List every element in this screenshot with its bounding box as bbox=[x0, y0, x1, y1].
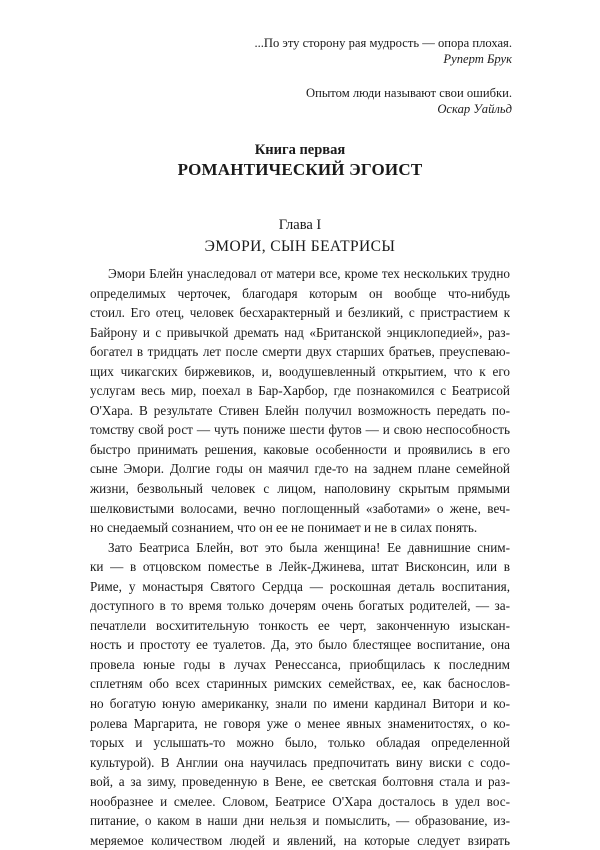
text-line: но снедаемый сознанием, что он ее не понимает и не в силах понять. bbox=[90, 520, 478, 536]
text-line: щих чикагских биржевиков, и, воодушевленный открытием, что к его bbox=[90, 363, 510, 379]
text-line: печатлели восхитительную тонкость ее черт, законченную изыскан- bbox=[90, 617, 510, 633]
text-line: томству свой рост — чуть пониже шести футов — и свою неспособность bbox=[90, 422, 510, 438]
text-line: Зато Беатриса Блейн, вот это была женщина! Ее давнишние сним- bbox=[108, 539, 510, 555]
chapter-title: ЭМОРИ, СЫН БЕАТРИСЫ bbox=[204, 238, 396, 255]
text-line: ролева Маргарита, не говоря уже о менее явных знаменитостях, о ко- bbox=[90, 715, 510, 731]
text-line: Байрону и с привычкой дремать над «Британской энциклопедией», раз- bbox=[90, 324, 510, 340]
text-line: меряемое количеством людей и явлений, на которые следует взирать bbox=[90, 832, 510, 848]
text-line: шелковистыми волосами, вечно поглощенный «заботами» о жене, веч- bbox=[90, 500, 510, 516]
book-label: Книга первая bbox=[254, 142, 346, 158]
text-line: торых и услышать-то можно было, только обладая определенной bbox=[90, 735, 510, 751]
epigraph-1 bbox=[254, 35, 512, 67]
text-line: услугам весь мир, поехал в Бар-Харбор, где познакомился с Беатрисой bbox=[90, 383, 510, 399]
text-line: богател в тридцать лет после смерти двух старших братьев, преуспеваю- bbox=[90, 344, 510, 360]
epigraph-2 bbox=[306, 85, 512, 117]
text-line: жизни, безвольный человек с лицом, наполовину скрытым прямыми bbox=[90, 481, 510, 497]
text-line: ки — в отцовском поместье в Лейк-Джинева, штат Висконсин, или в bbox=[90, 559, 510, 575]
text-line: нообразнее и смелее. Словом, Беатрисе О'Хара досталось в удел вос- bbox=[90, 793, 510, 809]
text-line: О'Хара. В результате Стивен Блейн получил возможность передать по- bbox=[90, 402, 510, 418]
text-line: определимых черточек, благодаря которым он вообще что-нибудь bbox=[90, 285, 510, 301]
text-line: сплетням обо всех старинных римских семействах, ее, как баснослов- bbox=[90, 676, 510, 692]
text-line: вой, а за зиму, проведенную в Вене, ее светская болтовня стала и раз- bbox=[90, 774, 510, 790]
epigraph-quote: Опытом люди называют свои ошибки. bbox=[306, 86, 512, 100]
chapter-label: Глава I bbox=[278, 217, 322, 233]
epigraph-author: Оскар Уайльд bbox=[437, 102, 512, 116]
book-title: РОМАНТИЧЕСКИЙ ЭГОИСТ bbox=[177, 160, 423, 179]
epigraph-quote: ...По эту сторону рая мудрость — опора плохая. bbox=[254, 36, 512, 50]
text-line: культурой). В Англии она научилась предпочитать вину виски с содо- bbox=[90, 754, 510, 770]
text-line: стоил. Его отец, человек бесхарактерный и безликий, с пристрастием к bbox=[90, 305, 510, 321]
text-line: питание, о каком в наши дни нельзя и помыслить, — образование, из- bbox=[90, 813, 510, 829]
text-line: провела юные годы в лучах Ренессанса, приобщилась к последним bbox=[90, 656, 510, 672]
epigraph-author: Руперт Брук bbox=[443, 52, 512, 66]
text-line: ность и простоту ее туалетов. Да, это было блестящее воспитание, она bbox=[90, 637, 510, 653]
text-line: Риме, у монастыря Святого Сердца — роскошная деталь воспитания, bbox=[90, 578, 510, 594]
text-line: Эмори Блейн унаследовал от матери все, кроме тех нескольких трудно bbox=[108, 266, 510, 281]
body-text bbox=[90, 264, 510, 850]
text-line: быстро принимать решения, каковые особенности и проявились в его bbox=[90, 441, 510, 457]
text-line: сыне Эмори. Долгие годы он маячил где-то на заднем плане семейной bbox=[90, 461, 510, 477]
text-line: но богатую юную американку, знали по имени кардинал Витори и ко- bbox=[90, 696, 510, 712]
text-line: доступного в то время только дочерям очень богатых родителей, — за- bbox=[90, 598, 510, 614]
